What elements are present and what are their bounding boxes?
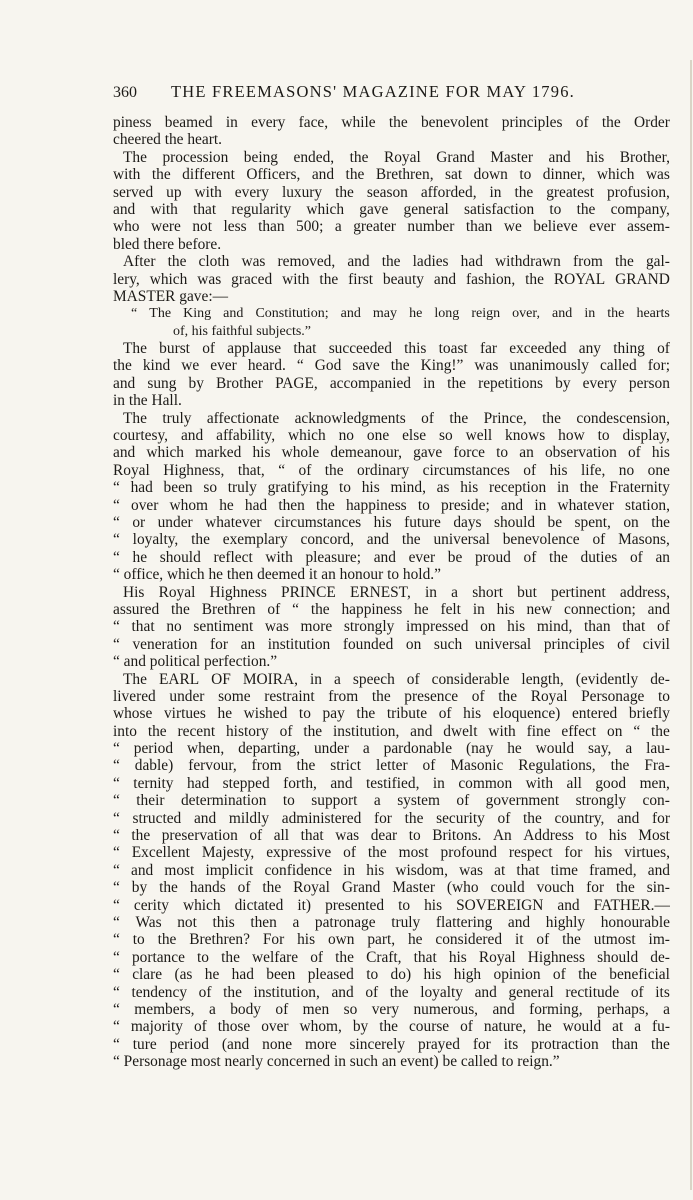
text-line: the kind we ever heard. “ God save the King!” was unanimously called for; (113, 357, 670, 375)
text-line: The truly affectionate acknowledgments of the Prince, the condescension, (123, 409, 670, 427)
text-line: with the different Officers, and the Brethren, sat down to dinner, which was (113, 166, 670, 184)
text-line: After the cloth was removed, and the ladies had withdrawn from the gal- (123, 253, 670, 271)
text-line: who were not less than 500; a greater number than we believe ever assem- (113, 218, 670, 236)
text-line: “ and political perfection.” (113, 653, 278, 671)
running-title: THE FREEMASONS' MAGAZINE FOR MAY 1796. (171, 82, 575, 101)
text-line: “ had been so truly gratifying to his mind, as his reception in the Fraternity (113, 479, 670, 497)
text-line: “ their determination to support a system of government strongly con- (113, 792, 670, 810)
text-line: “ period when, departing, under a pardonable (nay he would say, a lau- (113, 740, 670, 758)
text-line: “ and most implicit confidence in his wisdom, was at that time framed, and (113, 861, 670, 879)
text-line: “ by the hands of the Royal Grand Master (who could vouch for the sin- (113, 879, 670, 897)
page-edge-shadow (690, 60, 692, 1190)
text-line: MASTER gave:— (113, 287, 228, 305)
text-line: His Royal Highness PRINCE ERNEST, in a short but pertinent address, (123, 583, 670, 601)
text-line: The procession being ended, the Royal Grand Master and his Brother, (123, 148, 670, 166)
text-line: “ cerity which dictated it) presented to his SOVEREIGN and FATHER.— (113, 896, 670, 914)
text-line: “ or under whatever circumstances his future days should be spent, on the (113, 513, 670, 531)
text-line: “ portance to the welfare of the Craft, that his Royal Highness should de- (113, 948, 670, 966)
text-line: “ majority of those over whom, by the course of nature, he would at a fu- (113, 1018, 670, 1036)
text-line: and sung by Brother PAGE, accompanied in the repetitions by every person (113, 374, 670, 392)
text-line: “ members, a body of men so very numerous, and forming, perhaps, a (113, 1000, 670, 1018)
text-line: “ the preservation of all that was dear to Britons. An Address to his Most (113, 827, 670, 845)
text-line: “ structed and mildly administered for the security of the country, and for (113, 809, 670, 827)
text-line: of, his faithful subjects.” (173, 323, 312, 339)
text-line: “ ternity had stepped forth, and testified, in common with all good men, (113, 774, 670, 792)
text-line: livered under some restraint from the presence of the Royal Personage to (113, 687, 670, 705)
text-line: The EARL OF MOIRA, in a speech of considerable length, (evidently de- (123, 670, 670, 688)
page-number: 360 (113, 84, 137, 101)
text-line: courtesy, and affability, which no one else so well knows how to display, (113, 427, 670, 445)
text-line: cheered the heart. (113, 131, 222, 149)
text-line: “ he should reflect with pleasure; and ever be proud of the duties of an (113, 548, 670, 566)
text-line: “ Personage most nearly concerned in such an event) be called to reign.” (113, 1053, 560, 1071)
text-line: into the recent history of the institution, and dwelt with fine effect on “ the (113, 722, 670, 740)
text-line: “ loyalty, the exemplary concord, and the universal benevolence of Masons, (113, 531, 670, 549)
text-line: “ office, which he then deemed it an honour to hold.” (113, 566, 441, 584)
text-line: “ Was not this then a patronage truly flattering and highly honourable (113, 913, 670, 931)
text-line: “ dable) fervour, from the strict letter of Masonic Regulations, the Fra- (113, 757, 670, 775)
text-line: lery, which was graced with the first beauty and fashion, the ROYAL GRAND (113, 270, 670, 288)
text-line: “ The King and Constitution; and may he long reign over, and in the hearts (131, 306, 670, 322)
article-body (113, 114, 670, 1070)
text-line: served up with every luxury the season afforded, in the greatest profusion, (113, 183, 670, 201)
running-header (113, 82, 670, 112)
text-line: “ Excellent Majesty, expressive of the most profound respect for his virtues, (113, 844, 670, 862)
text-line: whose virtues he wished to pay the tribute of his eloquence) entered briefly (113, 705, 670, 723)
text-line: assured the Brethren of “ the happiness he felt in his new connection; and (113, 600, 670, 618)
text-line: and with that regularity which gave general satisfaction to the company, (113, 200, 670, 218)
text-line: Royal Highness, that, “ of the ordinary circumstances of his life, no one (113, 461, 670, 479)
text-line: “ that no sentiment was more strongly impressed on his mind, than that of (113, 618, 670, 636)
text-line: “ over whom he had then the happiness to preside; and in whatever station, (113, 496, 670, 514)
text-line: “ ture period (and none more sincerely prayed for its protraction than the (113, 1035, 670, 1053)
text-line: “ clare (as he had been pleased to do) his high opinion of the beneficial (113, 966, 670, 984)
text-line: “ tendency of the institution, and of the loyalty and general rectitude of its (113, 983, 670, 1001)
text-line: “ veneration for an institution founded on such universal principles of civil (113, 635, 670, 653)
text-line: piness beamed in every face, while the benevolent principles of the Order (113, 114, 670, 131)
text-line: The burst of applause that succeeded this toast far exceeded any thing of (123, 340, 670, 358)
text-line: “ to the Brethren? For his own part, he considered it of the utmost im- (113, 931, 670, 949)
text-line: and which marked his whole demeanour, gave force to an observation of his (113, 444, 670, 462)
text-line: bled there before. (113, 235, 222, 253)
text-line: in the Hall. (113, 392, 182, 410)
document-page (113, 82, 670, 1070)
